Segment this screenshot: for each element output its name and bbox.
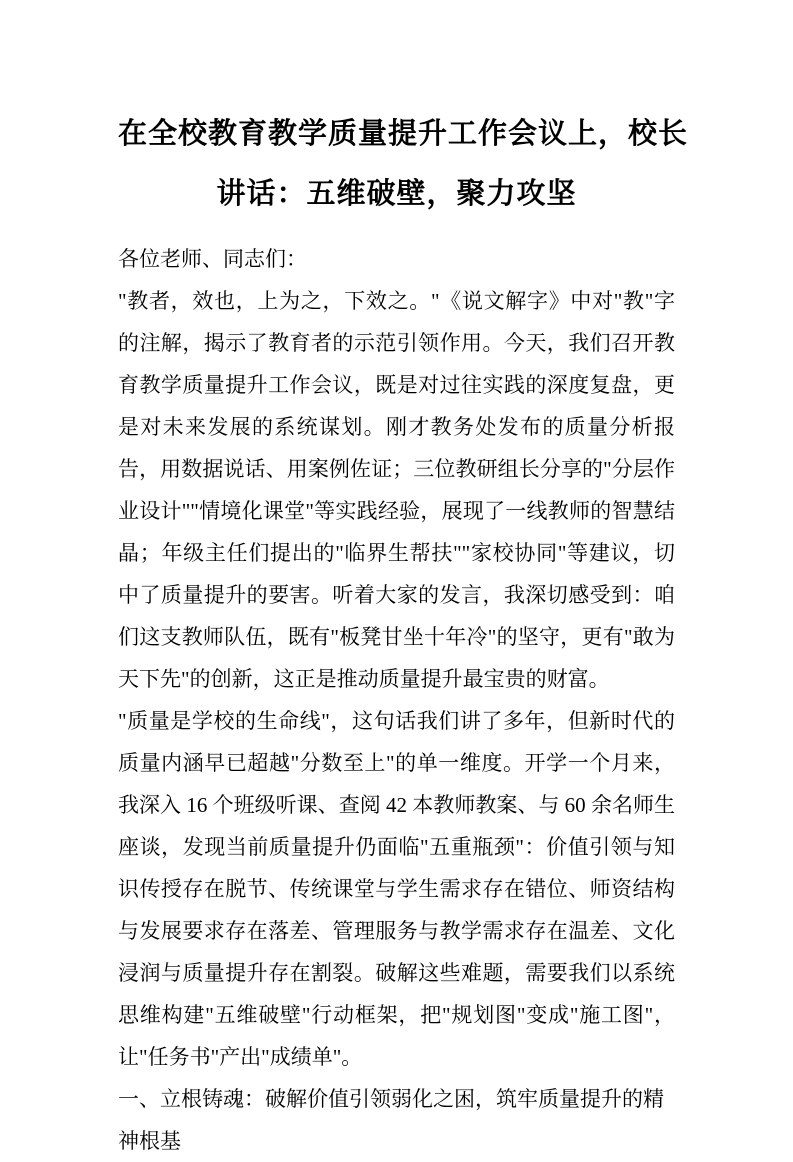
document-title	[118, 104, 689, 224]
paragraph-opening-remarks: "教者，效也，上为之，下效之。"《说文解字》中对"教"字的注解，揭示了教育者的示范引领作用。今天，我们召开教育教学质量提升工作会议，既是对过往实践的深度复盘，更是对未来发展的系统谋划。刚才教务处发布的质量分析报告，用数据说话、用案例佐证；三位教研组长分享的"分层作业设计""情境化课堂"等实践经验，展现了一线教师的智慧结晶；年级主任们提出的"临界生帮扶""家校协同"等建议，切中了质量提升的要害。听着大家的发言，我深切感受到：咱们这支教师队伍，既有"板凳甘坐十年冷"的坚守，更有"敢为天下先"的创新，这正是推动质量提升最宝贵的财富。	[118, 289, 675, 691]
paragraph-quality-bottlenecks: "质量是学校的生命线"，这句话我们讲了多年，但新时代的质量内涵早已超越"分数至上"的单一维度。开学一个月来，我深入 16 个班级听课、查阅 42 本教师教案、与 60 余名师生座谈，发现当前质量提升仍面临"五重瓶颈"：价值引领与知识传授存在脱节、传统课堂与学生需求存在错位、师资结构与发展要求存在落差、管理服务与教学需求存在温差、文化浸润与质量提升存在割裂。破解这些难题，需要我们以系统思维构建"五维破壁"行动框架，把"规划图"变成"施工图"，让"任务书"产出"成绩单"。	[118, 709, 675, 1069]
title-line-2: 讲话：五维破壁，聚力攻坚	[216, 178, 577, 210]
salutation: 各位老师、同志们：	[118, 247, 307, 271]
section-heading-1: 一、立根铸魂：破解价值引领弱化之困，筑牢质量提升的精神根基	[118, 1087, 664, 1153]
title-line-1: 在全校教育教学质量提升工作会议上，校长	[118, 118, 689, 150]
